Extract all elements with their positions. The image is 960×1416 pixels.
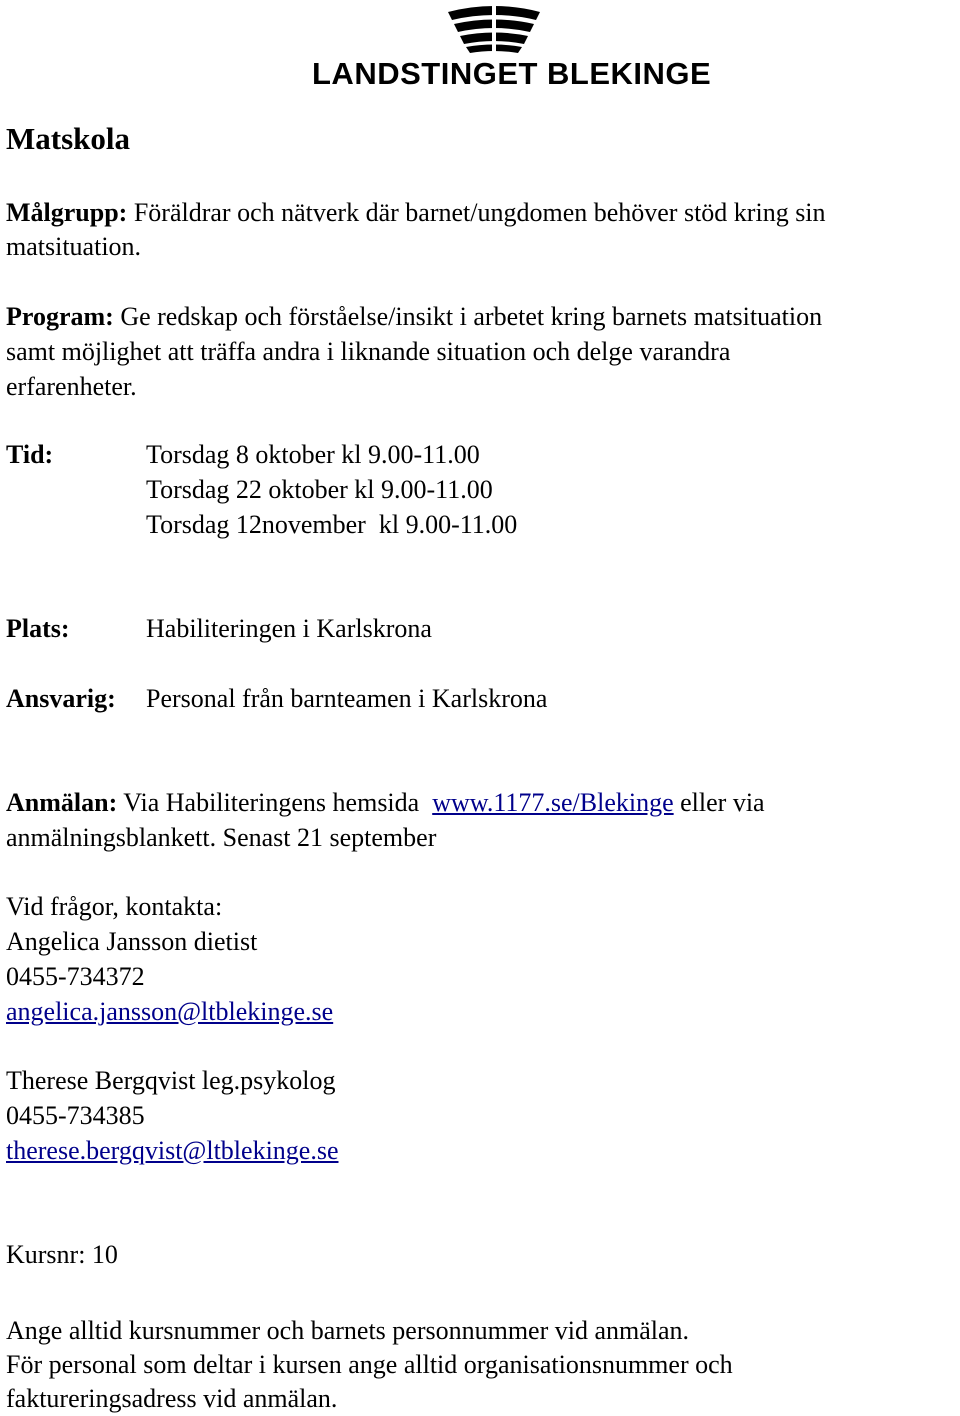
contact-1-name: Angelica Jansson dietist	[6, 927, 258, 956]
program-line1	[6, 300, 822, 334]
contact-1-phone: 0455-734372	[6, 962, 145, 991]
kursnr: Kursnr: 10	[6, 1240, 118, 1269]
contact-2-phone: 0455-734385	[6, 1101, 145, 1130]
ansvarig-label: Ansvarig:	[6, 684, 116, 713]
contact-heading: Vid frågor, kontakta:	[6, 892, 223, 921]
tid-date-2: Torsdag 22 oktober kl 9.00-11.00	[146, 475, 493, 504]
tid-date-1: Torsdag 8 oktober kl 9.00-11.00	[146, 440, 480, 469]
page-title: Matskola	[6, 121, 130, 156]
program-label: Program:	[6, 302, 114, 331]
footer-line1: Ange alltid kursnummer och barnets personnummer vid anmälan.	[6, 1316, 690, 1345]
program-text-line1: Ge redskap och förståelse/insikt i arbetet kring barnets matsituation	[120, 302, 823, 331]
landstinget-logo-icon	[444, 4, 544, 54]
ansvarig-value: Personal från barnteamen i Karlskrona	[146, 684, 548, 713]
tid-date-3: Torsdag 12november kl 9.00-11.00	[146, 510, 518, 539]
anmalan-line1	[6, 786, 765, 820]
plats-label: Plats:	[6, 614, 70, 643]
anmalan-link[interactable]: www.1177.se/Blekinge	[432, 788, 674, 817]
anmalan-label: Anmälan:	[6, 788, 118, 817]
plats-value: Habiliteringen i Karlskrona	[146, 614, 432, 643]
malgrupp-line1	[6, 196, 826, 230]
anmalan-line2: anmälningsblankett. Senast 21 september	[6, 823, 437, 852]
malgrupp-label: Målgrupp:	[6, 198, 128, 227]
malgrupp-text-line2: matsituation.	[6, 232, 142, 261]
program-text-line2: samt möjlighet att träffa andra i liknande situation och delge varandra	[6, 337, 731, 366]
contact-2-name: Therese Bergqvist leg.psykolog	[6, 1066, 336, 1095]
footer-line3: faktureringsadress vid anmälan.	[6, 1384, 338, 1413]
contact-1-email[interactable]: angelica.jansson@ltblekinge.se	[6, 997, 334, 1026]
anmalan-text-before: Via Habiliteringens hemsida	[123, 788, 420, 817]
program-text-line3: erfarenheter.	[6, 372, 137, 401]
tid-label: Tid:	[6, 440, 54, 469]
contact-2-email[interactable]: therese.bergqvist@ltblekinge.se	[6, 1136, 339, 1165]
logo-text: LANDSTINGET BLEKINGE	[312, 56, 712, 91]
malgrupp-text-line1: Föräldrar och nätverk där barnet/ungdomen behöver stöd kring sin	[133, 198, 826, 227]
anmalan-text-after: eller via	[680, 788, 765, 817]
footer-line2: För personal som deltar i kursen ange alltid organisationsnummer och	[6, 1350, 733, 1379]
